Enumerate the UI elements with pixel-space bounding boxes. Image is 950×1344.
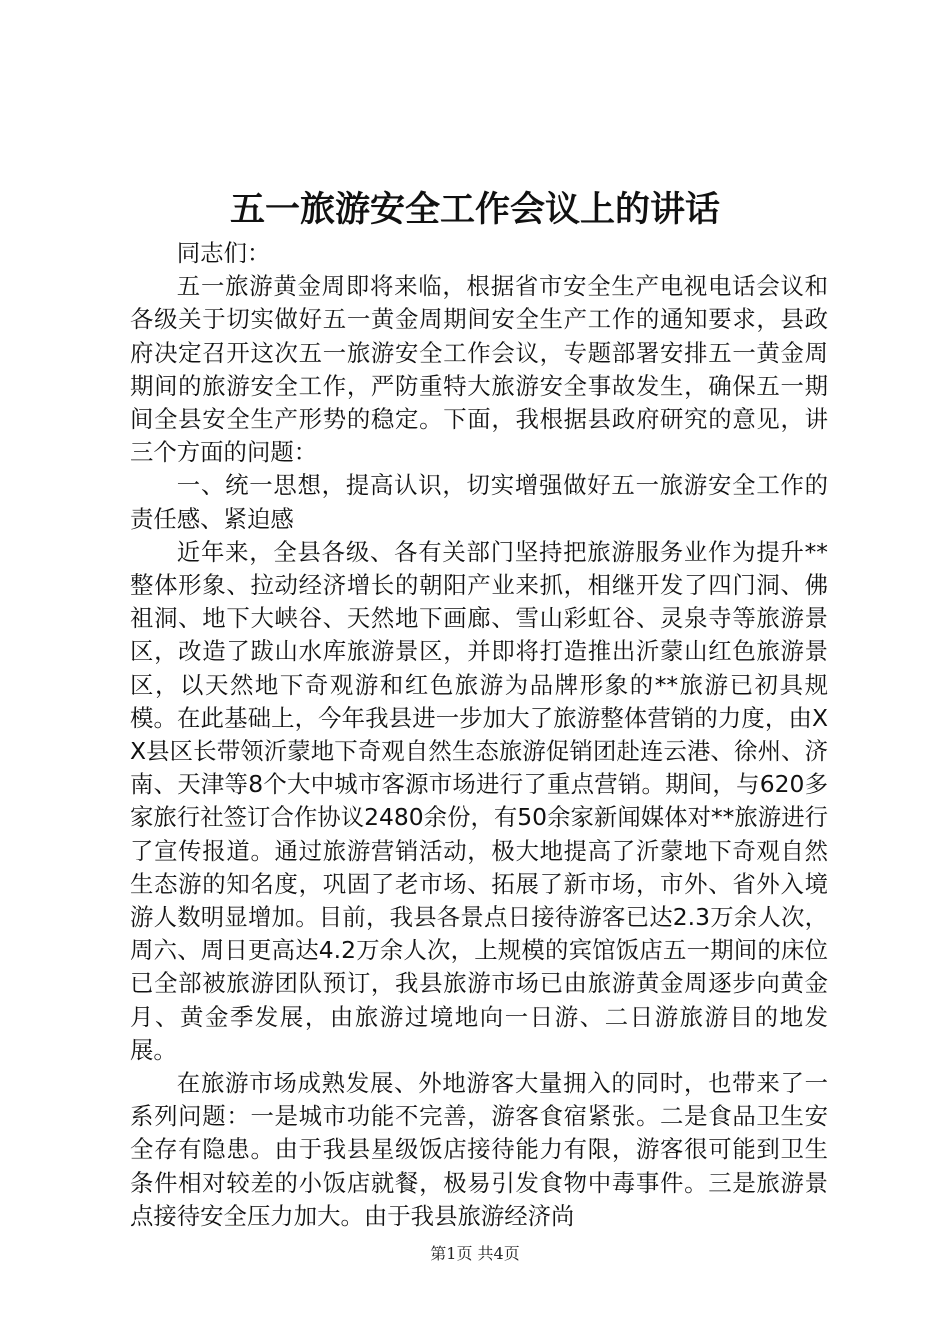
salutation: 同志们：: [176, 239, 271, 267]
page-footer: 第1页 共4页: [430, 1244, 520, 1263]
paragraph-background: 近年来，全县各级、各有关部门坚持把旅游服务业作为提升**整体形象、拉动经济增长的朝阳产业来抓，相继开发了四门洞、佛祖洞、地下大峡谷、天然地下画廊、雪山彩虹谷、灵泉寺等旅游景区，改造了跋山水库旅游景区，并即将打造推出沂蒙山红色旅游景区，以天然地下奇观游和红色旅游为品牌形象的**旅游已初具规模。在此基础上，今年我县进一步加大了旅游整体营销的力度，由XX县区长带领沂蒙地下奇观自然生态旅游促销团赴连云港、徐州、济南、天津等8个大中城市客源市场进行了重点营销。期间，与620多家旅行社签订合作协议2480余份，有50余家新闻媒体对**旅游进行了宣传报道。通过旅游营销活动，极大地提高了沂蒙地下奇观自然生态游的知名度，巩固了老市场、拓展了新市场，市外、省外入境游人数明显增加。目前，我县各景点日接待游客已达2.3万余人次，周六、周日更高达4.2万余人次，上规模的宾馆饭店五一期间的床位已全部被旅游团队预订，我县旅游市场已由旅游黄金周逐步向黄金月、黄金季发展，由旅游过境地向一日游、二日游旅游目的地发展。: [130, 537, 828, 1064]
paragraph-intro: 五一旅游黄金周即将来临，根据省市安全生产电视电话会议和各级关于切实做好五一黄金周期间安全生产工作的通知要求，县政府决定召开这次五一旅游安全工作会议，专题部署安排五一黄金周期间的旅游安全工作，严防重特大旅游安全事故发生，确保五一期间全县安全生产形势的稳定。下面，我根据县政府研究的意见，讲三个方面的问题：: [130, 272, 828, 467]
document-body: [130, 237, 828, 1233]
section-heading-1: 一、统一思想，提高认识，切实增强做好五一旅游安全工作的责任感、紧迫感: [130, 471, 828, 533]
paragraph-problems: 在旅游市场成熟发展、外地游客大量拥入的同时，也带来了一系列问题：一是城市功能不完善，游客食宿紧张。二是食品卫生安全存有隐患。由于我县星级饭店接待能力有限，游客很可能到卫生条件相对较差的小饭店就餐，极易引发食物中毒事件。三是旅游景点接待安全压力加大。由于我县旅游经济尚: [130, 1069, 828, 1230]
document-title: 五一旅游安全工作会议上的讲话: [229, 189, 720, 230]
